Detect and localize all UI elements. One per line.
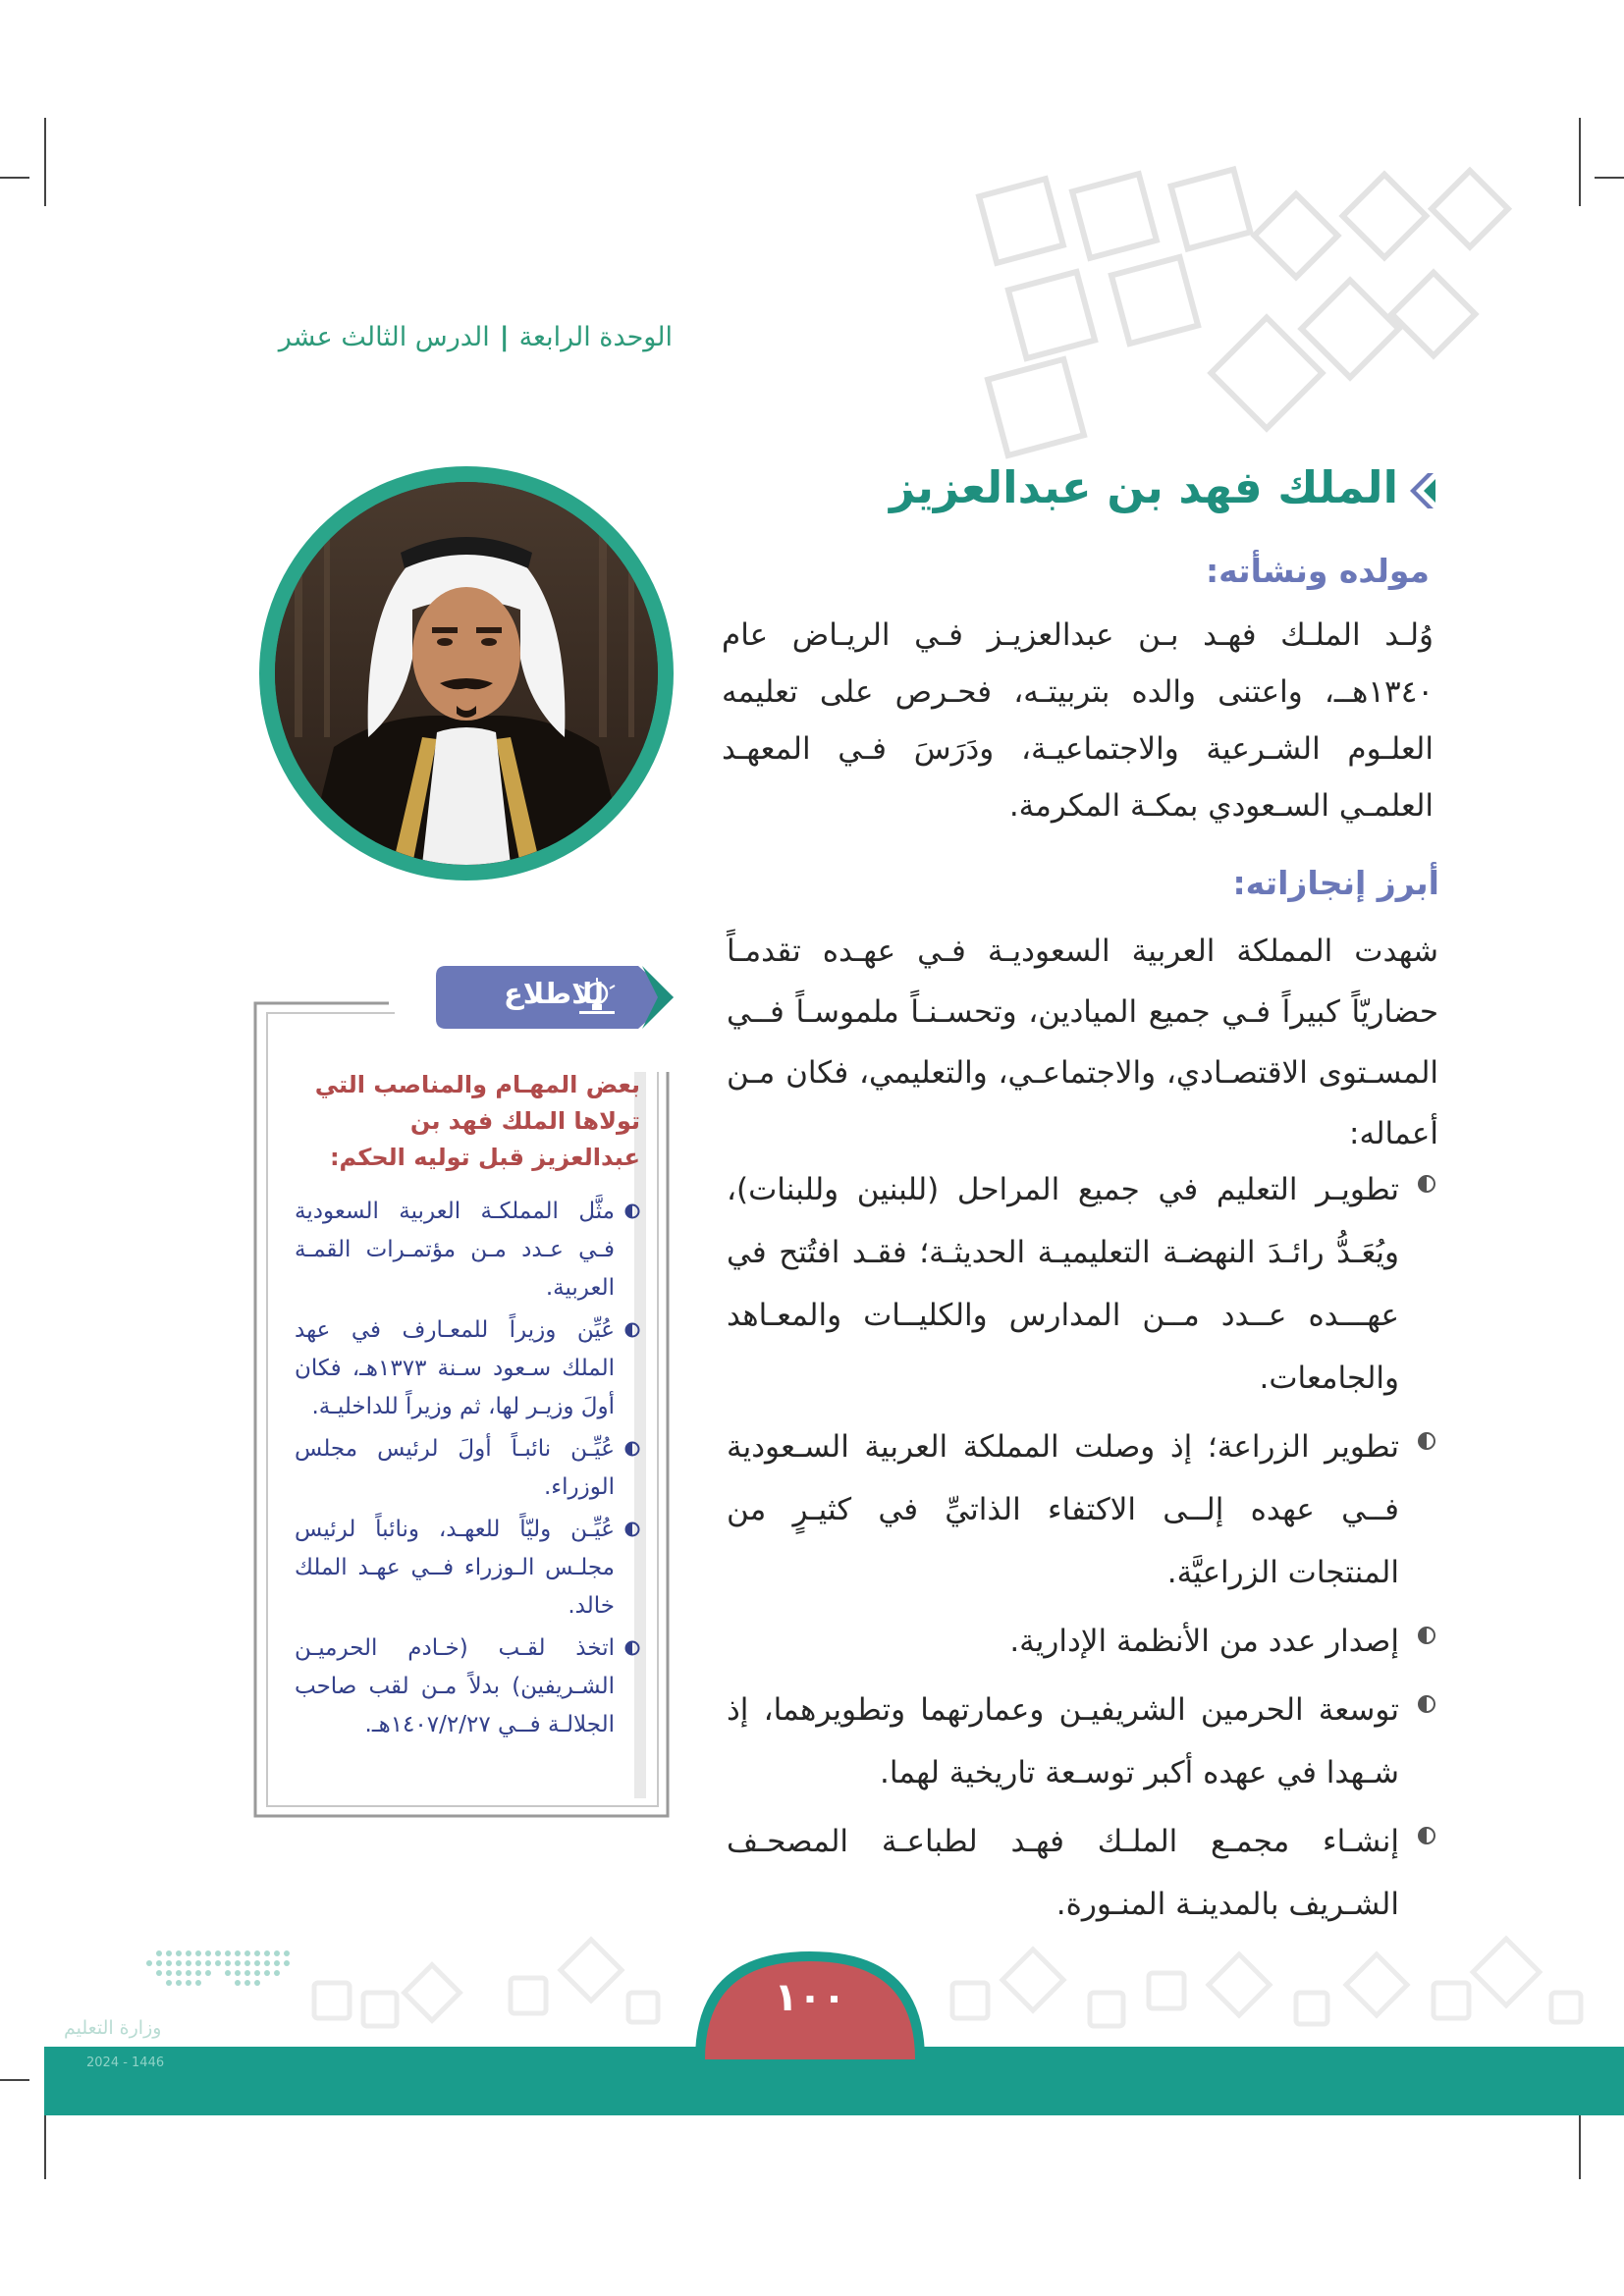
achievement-text: تطوير الزراعة؛ إذ وصلت المملكة العربية السـعودية فــي عهده إلــى الاكتفاء الذاتيِّ في كثيـرٍ من المنتجات الزراعيَّة. (727, 1429, 1399, 1590)
portrait-frame (259, 466, 674, 881)
portrait-illustration (275, 482, 658, 865)
edition-year: 2024 - 1446 (86, 2056, 165, 2070)
page-title (748, 461, 1435, 513)
title-text: الملك فهد بن عبدالعزيز (889, 461, 1398, 513)
info-item-text: عُيِّـن وليّاً للعهـد، ونائباً لرئيس مجلـس الـوزراء فــي عهـد الملك خالد. (295, 1517, 615, 1619)
achievements-intro: شهدت المملكة العربية السعوديـة فـي عهـده تقدمـاً حضاريّاً كبيراً فـي جميع الميادين، وتحسـنـاً ملموسـاً فــي المسـتوى الاقتصـادي، والاجتماعـي، والتعليمي، فكان مـن أعماله: (727, 934, 1438, 1151)
lesson-label: الدرس الثالث عشر (278, 322, 490, 352)
info-item-text: مثَّل المملكـة العربية السعودية فـي عـدد مـن مؤتمـرات القمـة العربية. (295, 1199, 615, 1301)
list-item (727, 1679, 1438, 1804)
ministry-name: وزارة التعليم (64, 2017, 162, 2039)
list-item (727, 1158, 1438, 1410)
bullet-icon (1417, 1826, 1436, 1845)
bullet-icon (1417, 1431, 1436, 1451)
header-separator: | (499, 322, 510, 352)
page-number: ١٠٠ (774, 1975, 846, 2020)
list-item (295, 1311, 640, 1426)
bullet-icon (624, 1441, 640, 1457)
bullet-icon (1417, 1174, 1436, 1194)
info-item-text: اتخذ لقـب (خـادم الحرميـن الشـريفين) بدلاً مـن لقب صاحب الجلالـة فــي ١٤٠٧/٢/٢٧هـ. (295, 1635, 615, 1737)
bullet-icon (624, 1522, 640, 1537)
info-box-heading: بعض المهـام والمناصب التي تولاها الملك فهد بن عبدالعزيز قبل توليه الحكم: (314, 1071, 640, 1171)
achievement-text: تطويـر التعليم في جميع المراحل (للبنين وللبنات)، ويُعَـدُّ رائـدَ النهضـة التعليميـة الحديثـة؛ فقـد افتُتح في عهـــده عــدد مــن المدارس والكليــات والمعـاهد والجامعات. (727, 1172, 1399, 1396)
list-item (727, 1610, 1438, 1673)
list-item (727, 1810, 1438, 1936)
bullet-icon (624, 1640, 640, 1656)
bullet-icon (1417, 1626, 1436, 1645)
info-tag-label: للاطلاع (503, 977, 604, 1010)
birth-paragraph: وُلـد الملـك فهـد بـن عبدالعزيـز فـي الريـاض عام ١٣٤٠هــ، واعتنى والده بتربيتـه، فحـرص على تعليمه العلـوم الشـرعية والاجتماعيـة، ودَرَسَ فـي المعهـد العلمـي السـعودي بمكـة المكرمة. (722, 617, 1434, 824)
bullet-icon (624, 1203, 640, 1219)
achievements-list (727, 1158, 1438, 1942)
unit-lesson-header (241, 322, 673, 352)
birth-heading: مولده ونشأته: (1205, 552, 1430, 590)
info-item-text: عُيِّن وزيراً للمعـارف في عهد الملك سـعود سـنة ١٣٧٣هـ، فكان أولَ وزيـر لها، ثم وزيراً للداخليـة. (295, 1317, 615, 1419)
achievement-text: إصدار عدد من الأنظمة الإدارية. (1009, 1624, 1399, 1659)
info-box-list (295, 1193, 640, 1748)
list-item (295, 1193, 640, 1308)
list-item (295, 1629, 640, 1744)
achievements-heading: أبرز إنجازاته: (1232, 864, 1439, 902)
portrait-image (275, 482, 658, 865)
unit-label: الوحدة الرابعة (518, 322, 673, 352)
chevron-left-icon (1410, 471, 1435, 510)
bullet-icon (624, 1322, 640, 1338)
info-item-text: عُيِّـن نائبـاً أولَ لرئيس مجلس الوزراء. (295, 1436, 615, 1500)
list-item (295, 1430, 640, 1507)
achievement-text: إنشـاء مجمـع الملـك فهـد لطباعـة المصحـف الشـريف بالمدينـة المنـورة. (727, 1824, 1399, 1922)
bullet-icon (1417, 1694, 1436, 1714)
achievement-text: توسعة الحرمين الشريفيـن وعمارتهما وتطويرهما، إذ شـهدا في عهده أكبر توسـعة تاريخية لهما. (727, 1692, 1399, 1790)
list-item (727, 1415, 1438, 1604)
list-item (295, 1511, 640, 1626)
